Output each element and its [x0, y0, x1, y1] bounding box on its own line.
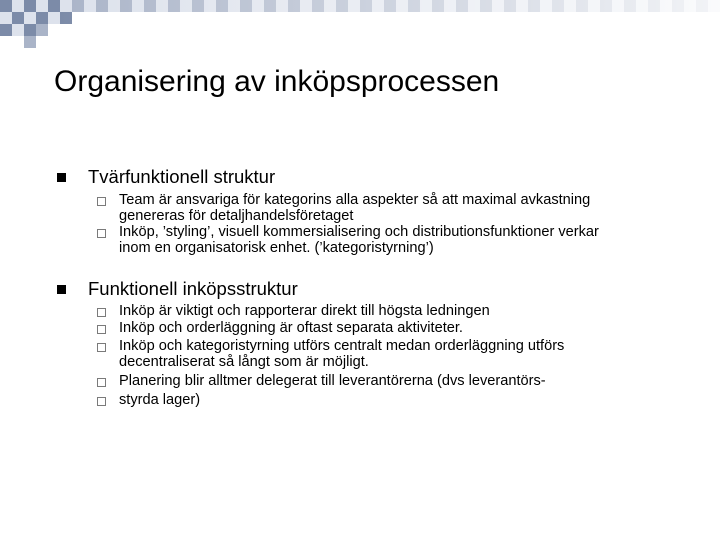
slide-title: Organisering av inköpsprocessen — [54, 65, 500, 98]
bullet-item: Inköp är viktigt och rapporterar direkt till högsta ledningen — [119, 303, 490, 319]
square-bullet-icon — [97, 343, 106, 352]
square-bullet-icon — [97, 397, 106, 406]
square-bullet-icon — [97, 308, 106, 317]
bullet-item: Inköp och orderläggning är oftast separata aktiviteter. — [119, 320, 463, 336]
section-bullet-icon — [57, 173, 66, 182]
square-bullet-icon — [97, 197, 106, 206]
bullet-item: Planering blir alltmer delegerat till leverantörerna (dvs leverantörs- — [119, 373, 546, 389]
section-heading: Tvärfunktionell struktur — [88, 166, 276, 187]
section-heading: Funktionell inköpsstruktur — [88, 278, 298, 299]
bullet-item: Inköp, ’styling’, visuell kommersialisering och distributionsfunktioner verkar inom en organisatorisk enhet. (’kategoristyrning’) — [119, 224, 599, 256]
square-bullet-icon — [97, 229, 106, 238]
section-bullet-icon — [57, 285, 66, 294]
square-bullet-icon — [97, 325, 106, 334]
bullet-item: Inköp och kategoristyrning utförs centralt medan orderläggning utförs decentraliserat så långt som är möjligt. — [119, 338, 565, 370]
square-bullet-icon — [97, 378, 106, 387]
bullet-item: Team är ansvariga för kategorins alla aspekter så att maximal avkastning genereras för detaljhandelsföretaget — [119, 192, 591, 224]
bullet-item: styrda lager) — [119, 392, 201, 408]
